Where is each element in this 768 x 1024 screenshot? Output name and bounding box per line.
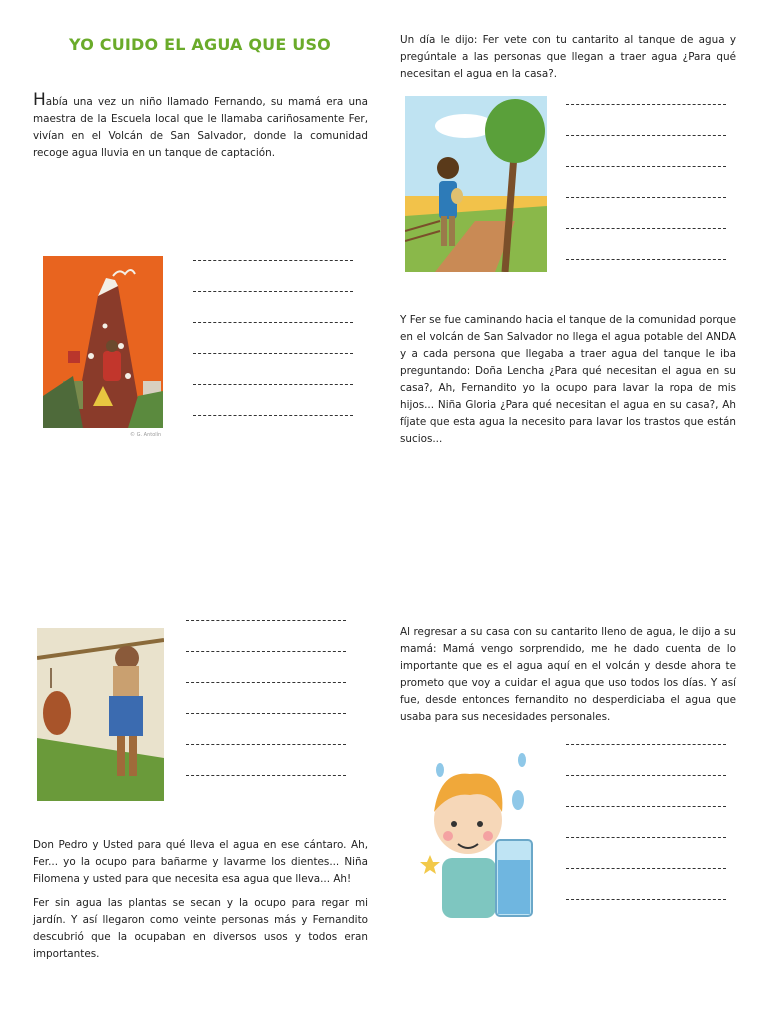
story-paragraph-walk: Y Fer se fue caminando hacia el tanque de la comunidad porque en el volcán de San Salvador no llega el agua potable del ANDA y a cada persona que llegaba a traer agua del tanque le iba preguntando: Doña Lencha ¿Para qué necesitan el agua en su casa?, Ah, Fernandito yo la ocupo para lavar la ropa de mis hijos... Niña Gloria ¿Para qué necesitan el agua en su casa?, Ah fíjate que esta agua la necesito para lavar los trastos que están sucios... (400, 314, 736, 445)
writing-line[interactable] (193, 384, 353, 385)
man-carrying-water-illustration (37, 628, 164, 801)
writing-line[interactable] (566, 806, 726, 807)
boy-on-path-illustration (405, 96, 547, 272)
writing-line[interactable] (193, 353, 353, 354)
writing-lines-group-3[interactable] (186, 620, 346, 806)
writing-line[interactable] (193, 322, 353, 323)
story-paragraph-plants: Fer sin agua las plantas se secan y la ocupo para regar mi jardín. Y así llegaron como veinte personas más y Fernandito descubrió que la ocupaban en diversos usos y todos eran importantes. (33, 897, 368, 960)
writing-line[interactable] (566, 775, 726, 776)
story-paragraph-intro (33, 92, 368, 162)
writing-line[interactable] (186, 744, 346, 745)
writing-line[interactable] (566, 868, 726, 869)
story-paragraph-mother: Un día le dijo: Fer vete con tu cantarito al tanque de agua y pregúntale a las personas que llegan a traer agua ¿Para qué necesitan el agua en la casa?. (400, 34, 736, 80)
page-title: YO CUIDO EL AGUA QUE USO (68, 35, 331, 54)
writing-line[interactable] (186, 682, 346, 683)
intro-text: abía una vez un niño llamado Fernando, su mamá era una maestra de la Escuela local que le llamaba cariñosamente Fer, vivían en el Volcán de San Salvador, donde la comunidad recoge agua lluvia en un tanque de captación. (33, 96, 368, 159)
writing-line[interactable] (566, 837, 726, 838)
writing-line[interactable] (566, 135, 726, 136)
writing-lines-group-2[interactable] (566, 104, 726, 290)
writing-line[interactable] (186, 713, 346, 714)
writing-line[interactable] (193, 291, 353, 292)
writing-line[interactable] (186, 775, 346, 776)
writing-line[interactable] (186, 651, 346, 652)
writing-line[interactable] (566, 166, 726, 167)
drop-cap: H (33, 90, 46, 110)
story-paragraph-don-pedro: Don Pedro y Usted para qué lleva el agua en ese cántaro. Ah, Fer... yo la ocupo para bañarme y lavarme los dientes... Niña Filomena y usted para que necesita esa agua que lleva... Ah! (33, 839, 368, 885)
boy-with-water-glass-illustration (410, 740, 546, 926)
writing-line[interactable] (193, 260, 353, 261)
writing-lines-group-1[interactable] (193, 260, 353, 446)
writing-line[interactable] (193, 415, 353, 416)
writing-line[interactable] (566, 197, 726, 198)
writing-line[interactable] (566, 259, 726, 260)
image-credit: © G. Antolín (130, 432, 162, 438)
writing-line[interactable] (566, 104, 726, 105)
writing-line[interactable] (186, 620, 346, 621)
story-paragraph-return: Al regresar a su casa con su cantarito lleno de agua, le dijo a su mamá: Mamá vengo sorprendido, me he dado cuenta de lo importante que es el agua aquí en el volcán y desde ahora te prometo que voy a cuidar el agua que uso todos los días. Y así fue, desde entonces fernandito no desperdiciaba el agua que usaba para sus necesidades personales. (400, 626, 736, 723)
writing-line[interactable] (566, 228, 726, 229)
writing-line[interactable] (566, 744, 726, 745)
writing-line[interactable] (566, 899, 726, 900)
volcano-illustration (43, 256, 163, 428)
writing-lines-group-4[interactable] (566, 744, 726, 930)
